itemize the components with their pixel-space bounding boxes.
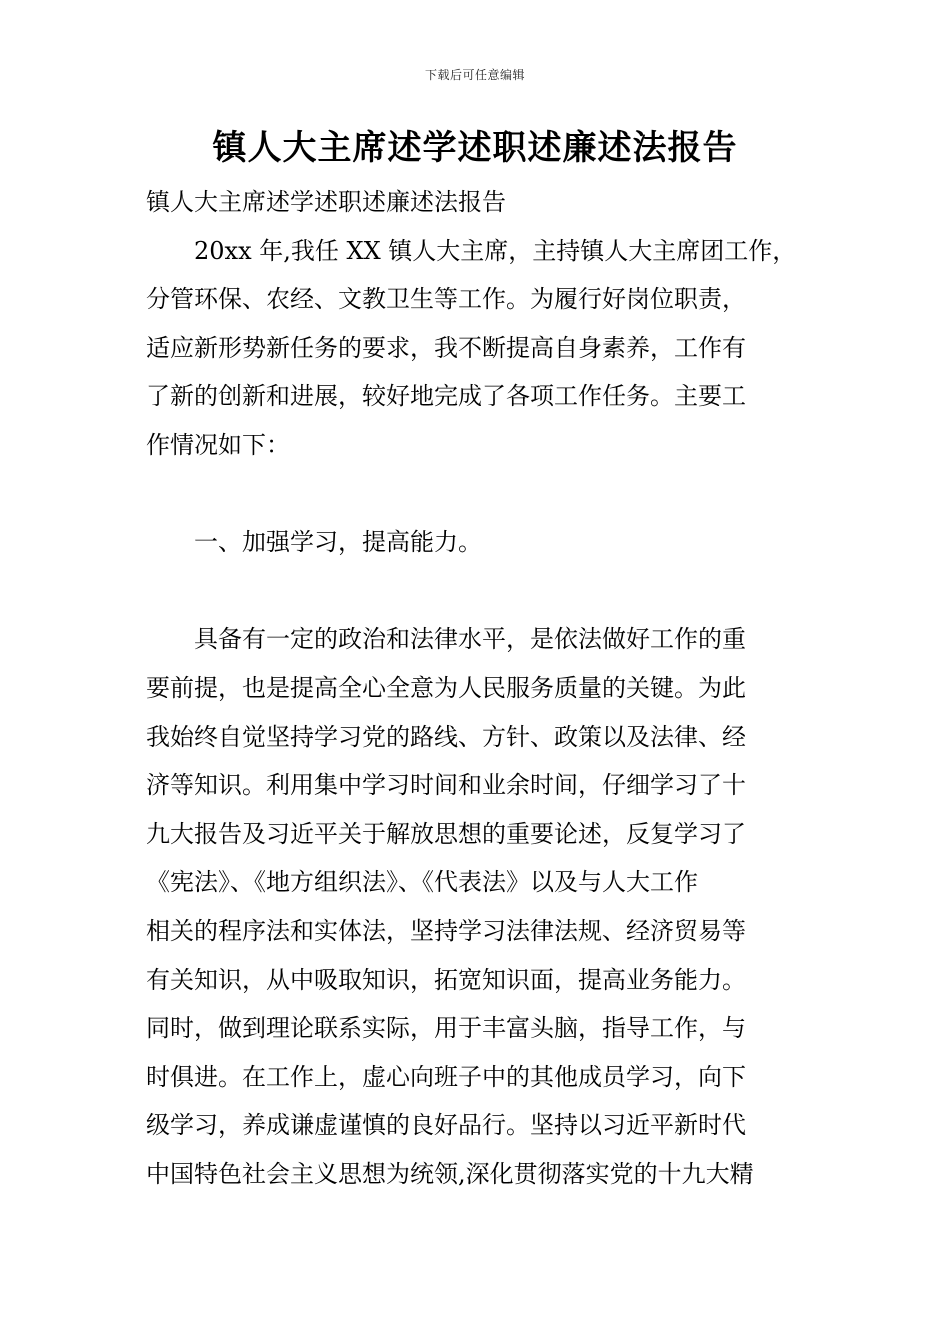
body-line: 九大报告及习近平关于解放思想的重要论述，反复学习了: [146, 819, 746, 848]
paragraph-gap: [146, 567, 814, 616]
section-heading: 一、加强学习，提高能力。: [146, 528, 482, 557]
document-body: [146, 178, 814, 1198]
body-line: 要前提，也是提高全心全意为人民服务质量的关键。为此: [146, 673, 746, 702]
body-line: 20xx 年,我任 XX 镇人大主席，主持镇人大主席团工作，: [146, 236, 797, 265]
body-line: 了新的创新和进展，较好地完成了各项工作任务。主要工: [146, 382, 746, 411]
body-line: 级学习，养成谦虚谨慎的良好品行。坚持以习近平新时代: [146, 1111, 746, 1140]
body-line: 作情况如下：: [146, 430, 290, 459]
document-title: 镇人大主席述学述职述廉述法报告: [212, 128, 738, 168]
body-line: 有关知识，从中吸取知识，拓宽知识面，提高业务能力。: [146, 965, 746, 994]
body-line: 中国特色社会主义思想为统领,深化贯彻落实党的十九大精: [146, 1159, 754, 1188]
body-line: 我始终自觉坚持学习党的路线、方针、政策以及法律、经: [146, 722, 746, 751]
subtitle-line: 镇人大主席述学述职述廉述法报告: [146, 188, 506, 216]
body-line: 《宪法》、《地方组织法》、《代表法》以及与人大工作: [146, 868, 698, 897]
body-line: 分管环保、农经、文教卫生等工作。为履行好岗位职责，: [146, 285, 746, 314]
header-note: 下载后可任意编辑: [424, 68, 525, 82]
body-line: 适应新形势新任务的要求，我不断提高自身素养，工作有: [146, 333, 746, 362]
body-line: 时俱进。在工作上，虚心向班子中的其他成员学习，向下: [146, 1062, 746, 1091]
paragraph-gap: [146, 470, 814, 519]
body-line: 具备有一定的政治和法律水平，是依法做好工作的重: [146, 625, 746, 654]
body-line: 济等知识。利用集中学习时间和业余时间，仔细学习了十: [146, 771, 746, 800]
body-line: 相关的程序法和实体法，坚持学习法律法规、经济贸易等: [146, 916, 746, 945]
body-line: 同时，做到理论联系实际，用于丰富头脑，指导工作，与: [146, 1014, 746, 1043]
